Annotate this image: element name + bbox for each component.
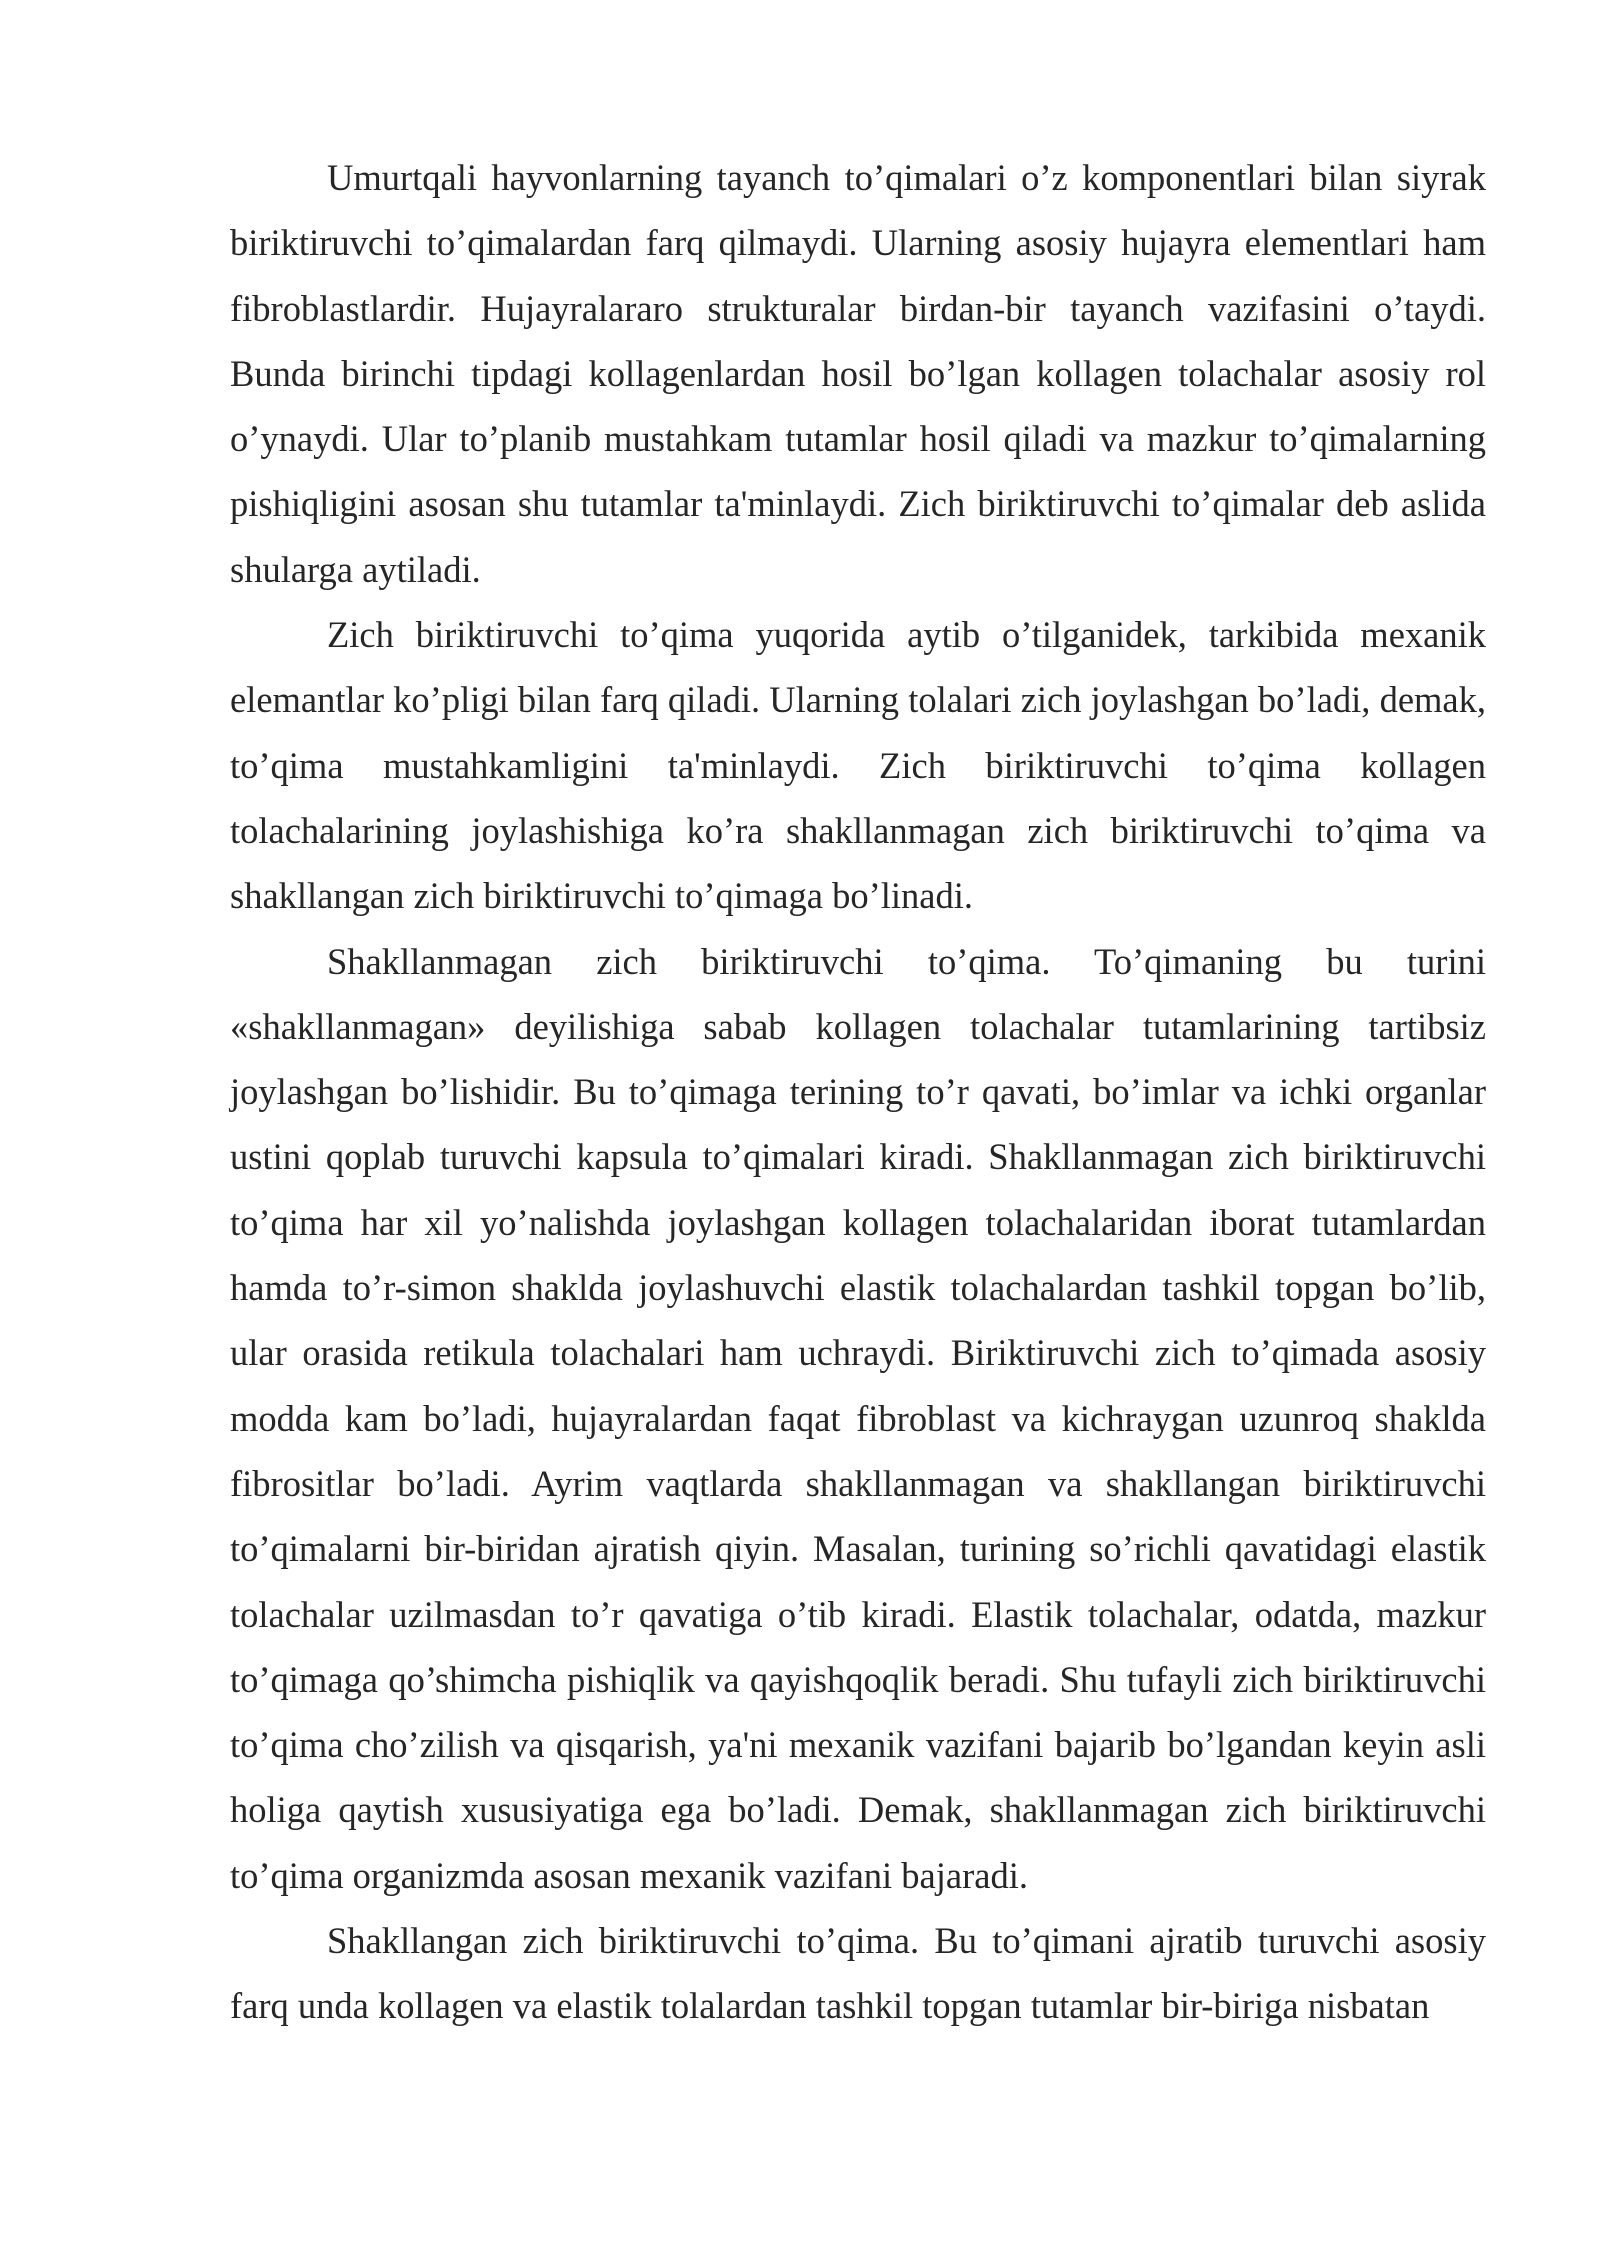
paragraph-1: Umurtqali hayvonlarning tayanch to’qimalari o’z komponentlari bilan siyrak biriktiruvchi to’qimalardan farq qilmaydi. Ularning asosiy hujayra elementlari ham fibroblastlardir. Hujayralararo strukturalar birdan-bir tayanch vazifasini o’taydi. Bunda birinchi tipdagi kollagenlardan hosil bo’lgan kollagen tolachalar asosiy rol o’ynaydi. Ular to’planib mustahkam tutamlar hosil qiladi va mazkur to’qimalarning pishiqligini asosan shu tutamlar ta'minlaydi. Zich biriktiruvchi to’qimalar deb aslida shularga aytiladi. — [230, 157, 1486, 590]
document-body — [230, 145, 1486, 2039]
paragraph-3: Shakllanmagan zich biriktiruvchi to’qima. To’qimaning bu turini «shakllanmagan» deyilishiga sabab kollagen tolachalar tutamlarining tartibsiz joylashgan bo’lishidir. Bu to’qimaga terining to’r qavati, bo’imlar va ichki organlar ustini qoplab turuvchi kapsula to’qimalari kiradi. Shakllanmagan zich biriktiruvchi to’qima har xil yo’nalishda joylashgan kollagen tolachalaridan iborat tutamlardan hamda to’r-simon shaklda joylashuvchi elastik tolachalardan tashkil topgan bo’lib, ular orasida retikula tolachalari ham uchraydi. Biriktiruvchi zich to’qimada asosiy modda kam bo’ladi, hujayralardan faqat fibroblast va kichraygan uzunroq shaklda fibrositlar bo’ladi. Ayrim vaqtlarda shakllanmagan va shakllangan biriktiruvchi to’qimalarni bir-biridan ajratish qiyin. Masalan, turining so’richli qavatidagi elastik tolachalar uzilmasdan to’r qavatiga o’tib kiradi. Elastik tolachalar, odatda, mazkur to’qimaga qo’shimcha pishiqlik va qayishqoqlik beradi. Shu tufayli zich biriktiruvchi to’qima cho’zilish va qisqarish, ya'ni mexanik vazifani bajarib bo’lgandan keyin asli holiga qaytish xususiyatiga ega bo’ladi. Demak, shakllanmagan zich biriktiruvchi to’qima organizmda asosan mexanik vazifani bajaradi. — [230, 940, 1486, 1896]
paragraph-4: Shakllangan zich biriktiruvchi to’qima. Bu to’qimani ajratib turuvchi asosiy farq unda kollagen va elastik tolalardan tashkil topgan tutamlar bir-biriga nisbatan — [230, 1920, 1486, 2027]
paragraph-2: Zich biriktiruvchi to’qima yuqorida aytib o’tilganidek, tarkibida mexanik elemantlar ko’pligi bilan farq qiladi. Ularning tolalari zich joylashgan bo’ladi, demak, to’qima mustahkamligini ta'minlaydi. Zich biriktiruvchi to’qima kollagen tolachalarining joylashishiga ko’ra shakllanmagan zich biriktiruvchi to’qima va shakllangan zich biriktiruvchi to’qimaga bo’linadi. — [230, 614, 1486, 917]
